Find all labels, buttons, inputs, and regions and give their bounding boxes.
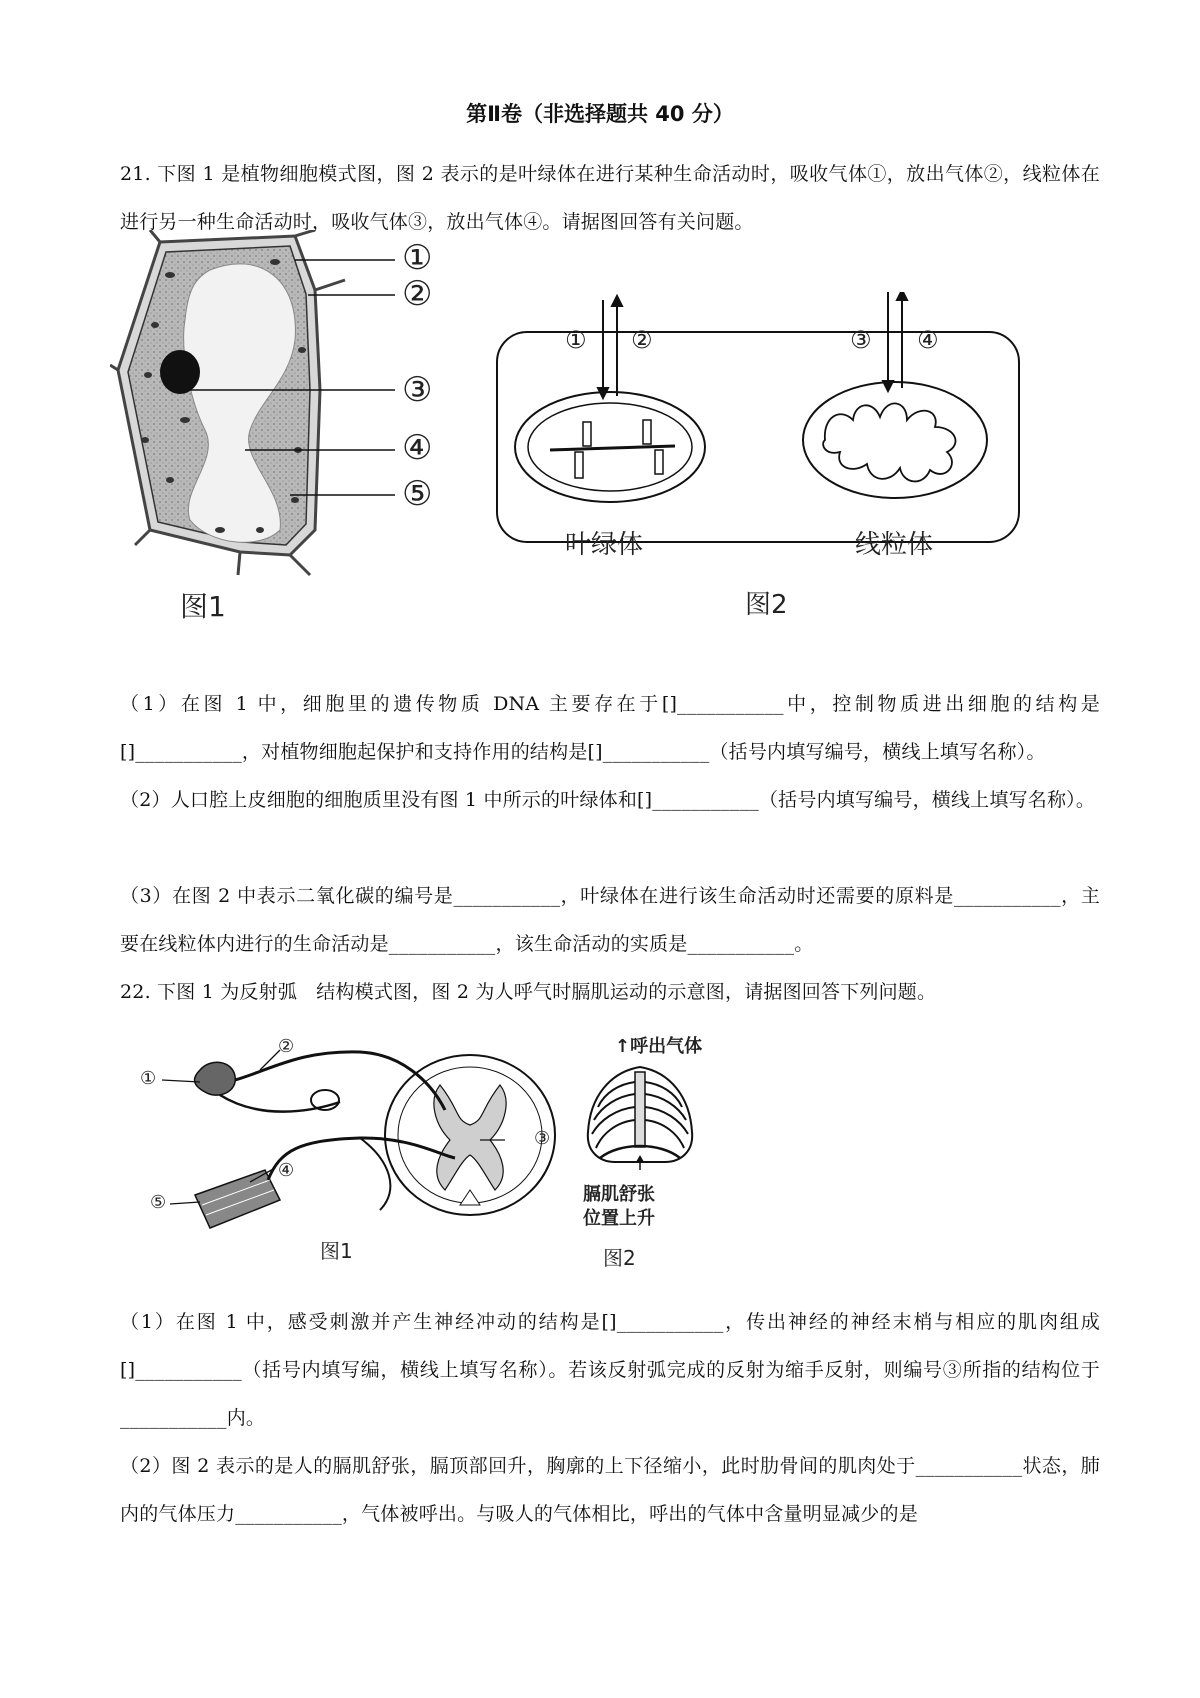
q22-fig1-label-5: ⑤ — [150, 1192, 167, 1213]
q22-fig1-label-3: ③ — [534, 1128, 551, 1149]
chloroplast-label: 叶绿体 — [565, 530, 644, 560]
q21-intro: 21. 下图 1 是植物细胞模式图，图 2 表示的是叶绿体在进行某种生命活动时，吸收气体①，放出气体②，线粒体在进行另一种生命活动时，吸收气体③，放出气体④。请据图回答有关问题。 — [120, 163, 1100, 233]
q21-fig2-organelles — [495, 292, 1025, 622]
receptor — [195, 1062, 236, 1095]
q22-fig1-reflex-arc — [140, 1036, 560, 1263]
mitochondria-label: 线粒体 — [855, 530, 934, 560]
q22-fig2-caption: 图2 — [603, 1246, 636, 1270]
q21-sub2: （2）人口腔上皮细胞的细胞质里没有图 1 中所示的叶绿体和[]___________（括号内填写编号，横线上填写名称）。 — [120, 789, 1096, 811]
q21-sub1: （1）在图 1 中，细胞里的遗传物质 DNA 主要存在于[]___________中，控制物质进出细胞的结构是[]___________，对植物细胞起保护和支持作用的结构是[]___________（括号内填写编号，横线上填写名称）。 — [120, 693, 1100, 763]
q21-fig1-plant-cell — [110, 230, 470, 623]
q21-fig1-label-3: ③ — [402, 370, 433, 410]
q21-fig2-gas-3: ③ — [850, 326, 872, 354]
q22-sub2: （2）图 2 表示的是人的膈肌舒张，膈顶部回升，胸廓的上下径缩小，此时肋骨间的肌肉处于___________状态，肺内的气体压力___________，气体被呼出。与吸人的气体相比，呼出的气体中含量明显减少的是 — [120, 1455, 1100, 1525]
q21-fig2-gas-4: ④ — [917, 326, 939, 354]
q22-fig1-caption: 图1 — [320, 1239, 353, 1263]
q21-fig1-label-4: ④ — [402, 428, 433, 468]
nucleus — [160, 350, 200, 394]
q21-fig2-gas-2: ② — [631, 326, 653, 354]
reflex-arc-diagram — [140, 1040, 560, 1260]
q21-fig1-caption: 图1 — [180, 590, 226, 623]
q22-fig1-label-4: ④ — [278, 1160, 295, 1181]
q21-fig1-label-5: ⑤ — [402, 474, 433, 514]
q22-fig2-rib-cage — [575, 1032, 755, 1272]
q21-fig2-caption: 图2 — [745, 590, 788, 620]
q21-fig2-gas-1: ① — [565, 326, 587, 354]
q21-fig1-label-2: ② — [402, 274, 433, 314]
q22-intro: 22. 下图 1 为反射弧 结构模式图，图 2 为人呼气时膈肌运动的示意图，请据图回答下列问题。 — [120, 981, 937, 1003]
q22-fig1-label-2: ② — [278, 1036, 295, 1057]
rib-cage-diagram — [580, 1062, 700, 1172]
q21-sub3: （3）在图 2 中表示二氧化碳的编号是___________，叶绿体在进行该生命活动时还需要的原料是___________，主要在线粒体内进行的生命活动是___________，该生命活动的实质是___________。 — [120, 885, 1100, 955]
section-title: 第Ⅱ卷（非选择题共 40 分） — [466, 102, 734, 126]
q21-fig1-label-1: ① — [402, 238, 433, 278]
exhale-label: ↑呼出气体 — [615, 1036, 703, 1057]
diaphragm-label-2: 位置上升 — [583, 1208, 655, 1229]
q22-fig1-label-1: ① — [140, 1068, 157, 1089]
q22-sub1: （1）在图 1 中，感受刺激并产生神经冲动的结构是[]___________，传出神经的神经末梢与相应的肌肉组成[]___________（括号内填写编，横线上填写名称）。若该反射弧完成的反射为缩手反射，则编号③所指的结构位于___________内。 — [120, 1311, 1100, 1429]
diaphragm-label-1: 膈肌舒张 — [583, 1184, 655, 1205]
